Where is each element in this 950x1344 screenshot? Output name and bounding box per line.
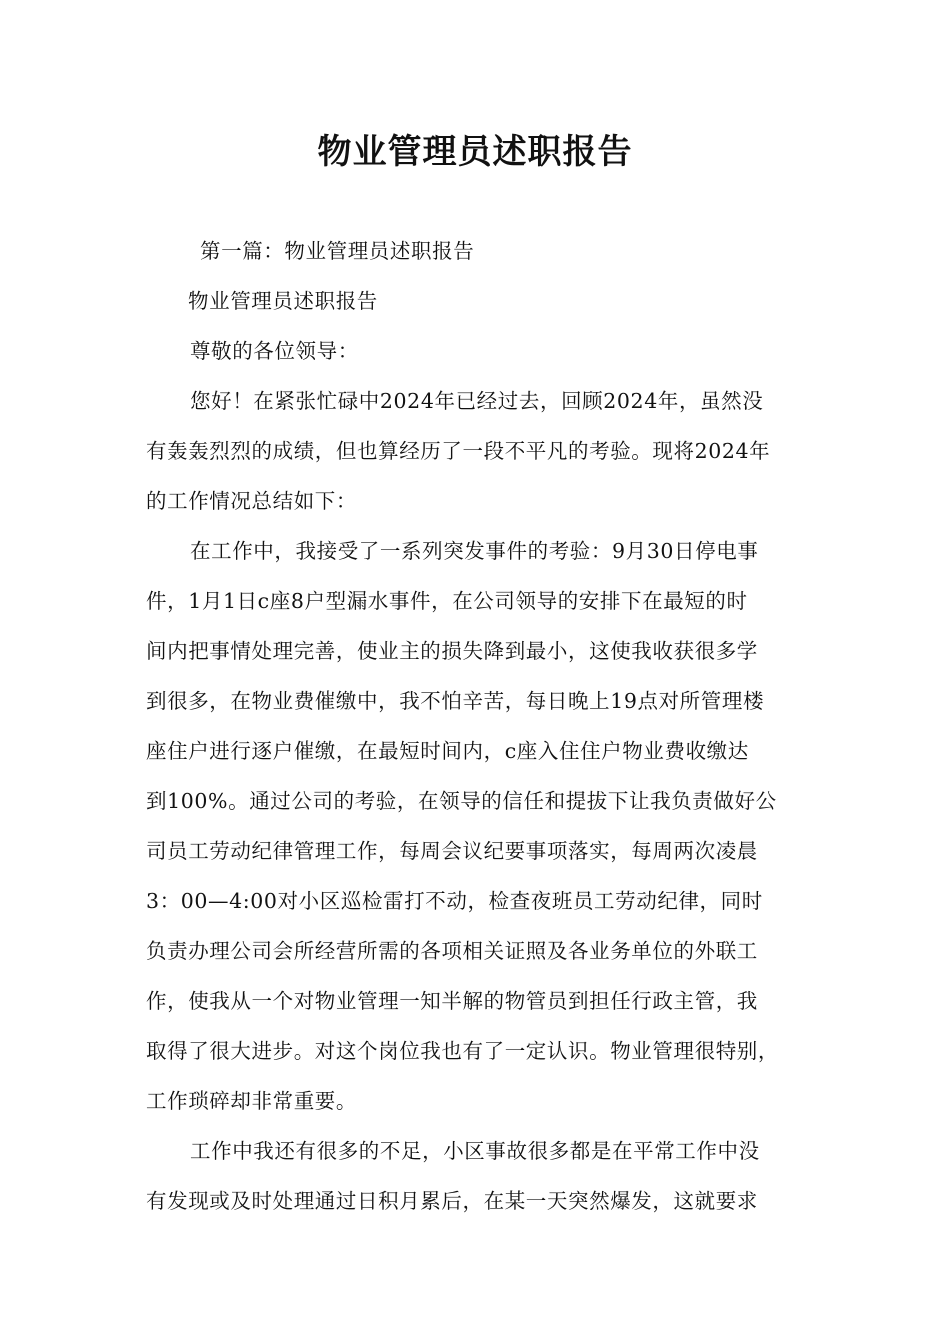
paragraph-line: 负责办理公司会所经营所需的各项相关证照及各业务单位的外联工: [146, 939, 758, 963]
paragraph-line: 到很多，在物业费催缴中，我不怕辛苦，每日晚上19点对所管理楼: [146, 689, 765, 713]
paragraph-line: 有轰轰烈烈的成绩，但也算经历了一段不平凡的考验。现将2024年: [146, 439, 771, 463]
paragraph-line: 有发现或及时处理通过日积月累后，在某一天突然爆发，这就要求: [146, 1189, 758, 1213]
paragraph-line: 的工作情况总结如下：: [146, 489, 357, 513]
section-heading: 第一篇：物业管理员述职报告: [200, 239, 475, 263]
paragraph-line: 取得了很大进步。对这个岗位我也有了一定认识。物业管理很特别，: [146, 1039, 779, 1063]
report-subtitle: 物业管理员述职报告: [188, 289, 378, 313]
salutation: 尊敬的各位领导：: [190, 339, 359, 363]
paragraph-line: 在工作中，我接受了一系列突发事件的考验：9月30日停电事: [190, 539, 759, 563]
paragraph-line: 3：00—4:00对小区巡检雷打不动，检查夜班员工劳动纪律，同时: [146, 889, 763, 913]
paragraph-line: 件，1月1日c座8户型漏水事件，在公司领导的安排下在最短的时: [146, 589, 748, 613]
paragraph-line: 您好！在紧张忙碌中2024年已经过去，回顾2024年，虽然没: [190, 389, 764, 413]
paragraph-line: 司员工劳动纪律管理工作，每周会议纪要事项落实，每周两次凌晨: [146, 839, 758, 863]
paragraph-line: 间内把事情处理完善，使业主的损失降到最小，这使我收获很多学: [146, 639, 758, 663]
paragraph-line: 工作琐碎却非常重要。: [146, 1089, 357, 1113]
paragraph-line: 到100%。通过公司的考验，在领导的信任和提拔下让我负责做好公: [146, 789, 777, 813]
paragraph-line: 作，使我从一个对物业管理一知半解的物管员到担任行政主管，我: [146, 989, 758, 1013]
paragraph-line: 工作中我还有很多的不足，小区事故很多都是在平常工作中没: [190, 1139, 760, 1163]
document-title: 物业管理员述职报告: [317, 132, 633, 172]
paragraph-line: 座住户进行逐户催缴，在最短时间内，c座入住住户物业费收缴达: [146, 739, 749, 763]
